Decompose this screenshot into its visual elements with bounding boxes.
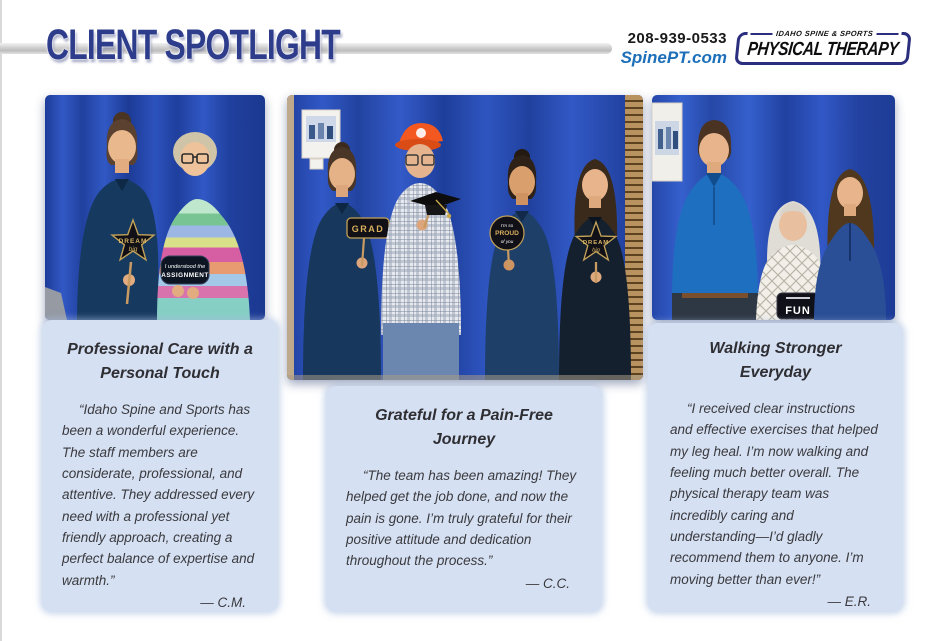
testimonial-title: Grateful for a Pain-Free Journey <box>375 407 553 448</box>
assignment-badge-sign <box>161 256 209 284</box>
website-link[interactable]: SpinePT.com <box>620 47 727 67</box>
logo-tagline <box>747 29 902 38</box>
svg-text:big: big <box>592 247 600 254</box>
svg-text:I’m so: I’m so <box>500 223 514 228</box>
testimonial-quote: “The team has been amazing! They helped get the job done, and now the pain is gone. I’m truly grateful for their positive attitude and dedication throughout the process.” <box>346 468 577 569</box>
svg-text:I understood the: I understood the <box>164 264 206 270</box>
svg-text:DREAM: DREAM <box>582 239 610 246</box>
svg-text:big: big <box>128 246 138 253</box>
svg-text:DREAM: DREAM <box>118 238 148 245</box>
testimonial-quote: “Idaho Spine and Sports has been a wonderful experience. The staff members are considerate, professional, and attentive. They addressed every need with a professional yet friendly approach, creating a perfect balance of expertise and warmth.” <box>62 402 255 588</box>
tagline-rule-left <box>750 32 773 34</box>
testimonial-attribution: — C.C. <box>525 575 570 591</box>
logo-name-text: PHYSICAL THERAPY <box>746 38 900 60</box>
contact-info <box>621 30 727 67</box>
svg-text:PROUD: PROUD <box>495 230 519 237</box>
testimonial-title: Walking Stronger Everyday <box>709 340 842 381</box>
testimonial-quote: “I received clear instructions and effective exercises that helped my leg heal. I’m now walking and feeling much better overall. The physical therapy team was incredibly caring and understanding—I’d gladly recommend them to anyone. I’m moving better than ever!” <box>670 401 878 587</box>
testimonial-card <box>326 386 602 612</box>
testimonial-attribution: — E.R. <box>827 593 871 609</box>
svg-text:of you: of you <box>500 239 514 244</box>
testimonial-card <box>42 320 278 612</box>
phone-number: 208-939-0533 <box>627 30 727 47</box>
page-title: CLIENT SPOTLIGHT <box>46 21 340 69</box>
header-contact-block <box>621 30 910 67</box>
wall-strip <box>287 95 294 380</box>
svg-text:GRAD: GRAD <box>351 224 385 234</box>
svg-text:FUN: FUN <box>785 305 811 317</box>
tagline-rule-right <box>876 32 899 34</box>
logo-tagline-text: IDAHO SPINE & SPORTS <box>775 28 874 38</box>
testimonial-title: Professional Care with a Personal Touch <box>67 341 253 382</box>
testimonial-card <box>648 323 903 612</box>
photo-walking-stronger <box>652 95 895 320</box>
floor-strip <box>287 375 643 380</box>
photo-professional-care <box>45 95 265 320</box>
company-logo <box>734 28 911 65</box>
photo-grad-celebration <box>287 95 643 380</box>
svg-text:ASSIGNMENT: ASSIGNMENT <box>161 272 209 279</box>
fun-sign <box>777 293 819 319</box>
testimonial-attribution: — C.M. <box>200 594 246 610</box>
wall-poster <box>652 103 682 181</box>
